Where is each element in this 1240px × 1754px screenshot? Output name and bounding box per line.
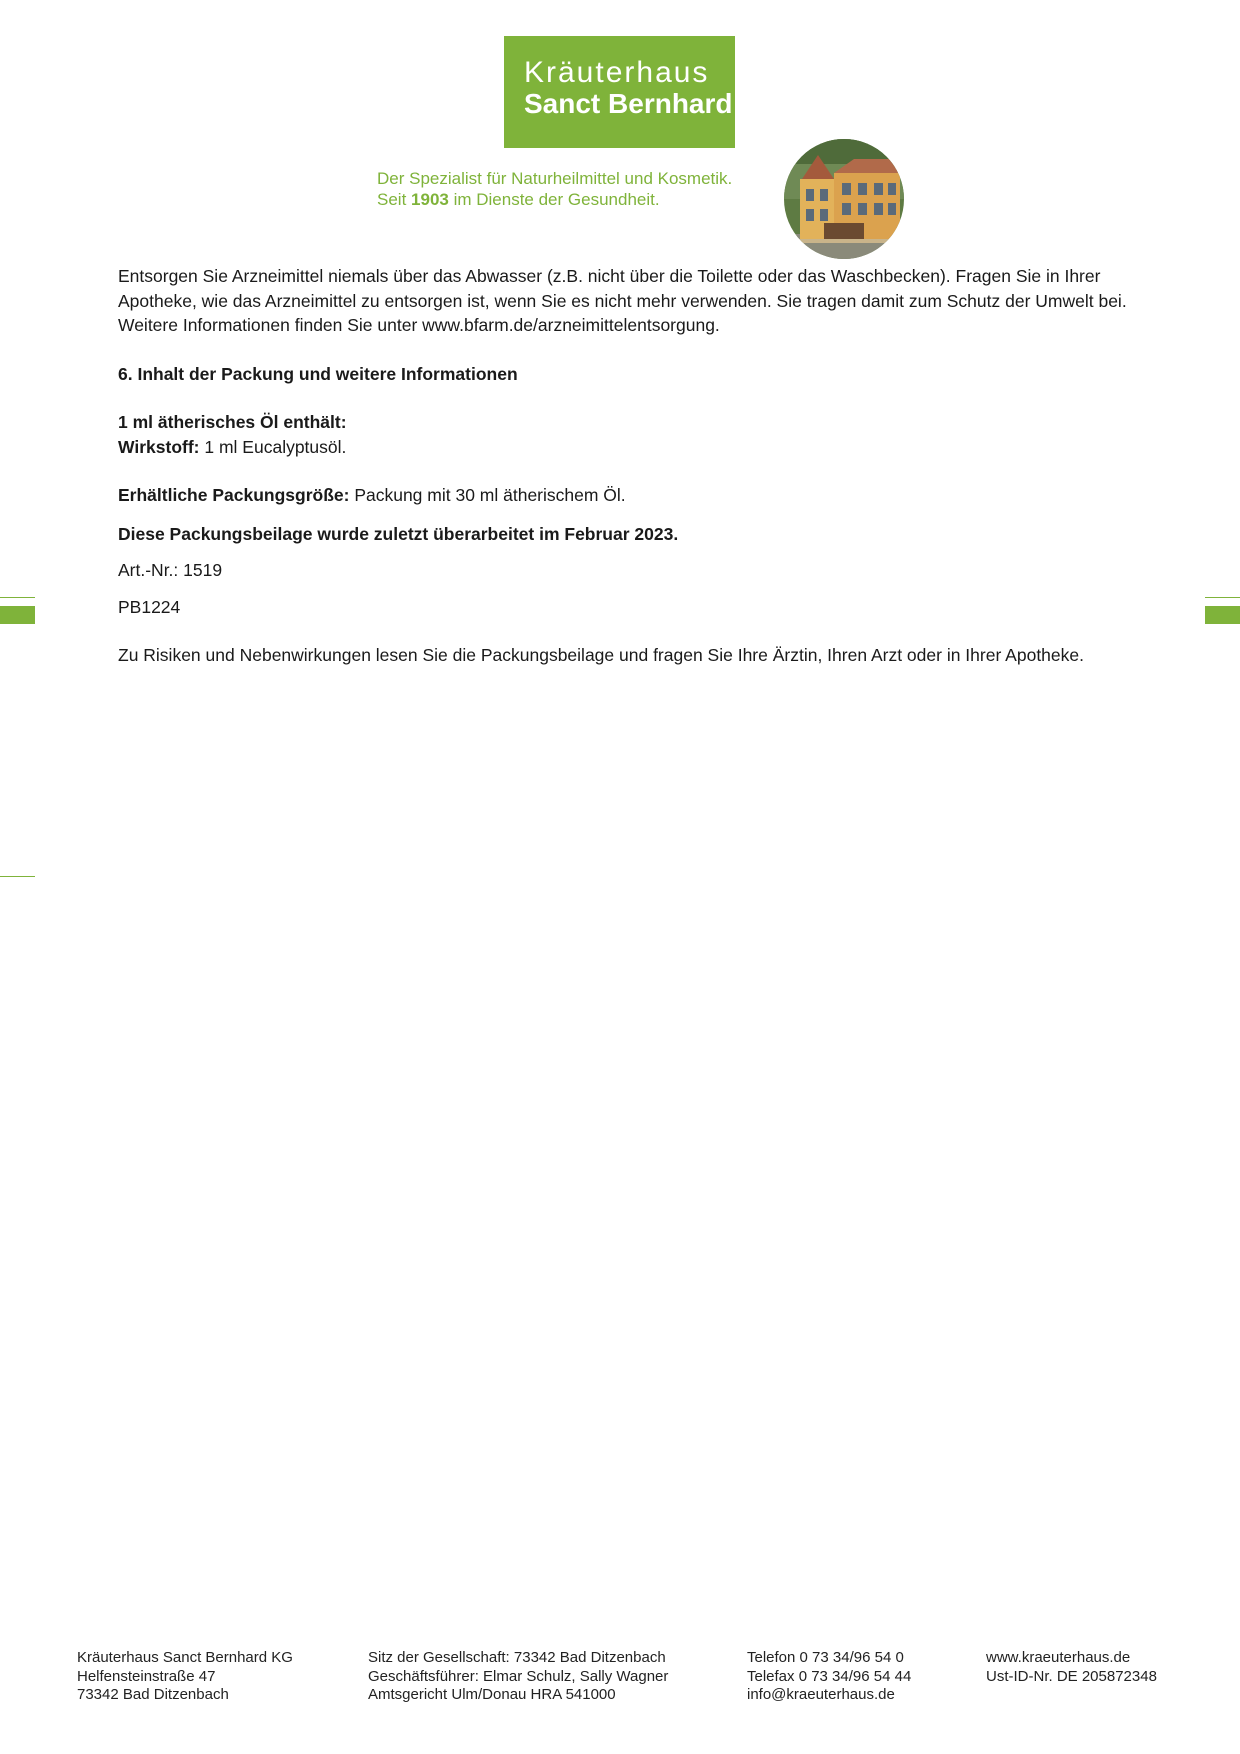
footer-line: Geschäftsführer: Elmar Schulz, Sally Wagner: [368, 1667, 669, 1685]
pack-label: Erhältliche Packungsgröße:: [118, 485, 350, 505]
left-punch-line: [0, 876, 35, 877]
tagline-pre: Seit: [377, 190, 412, 209]
footer-legal: [368, 1649, 668, 1705]
right-fold-bar: [1205, 606, 1240, 624]
footer-line: Sitz der Gesellschaft: 73342 Bad Ditzenbach: [368, 1649, 666, 1666]
footer-vat-id: Ust-ID-Nr. DE 205872348: [986, 1667, 1157, 1685]
company-logo: [504, 36, 735, 148]
footer-web: [986, 1649, 1157, 1686]
tagline-line2: [377, 189, 732, 210]
footer-fax: Telefax 0 73 34/96 54 44: [747, 1667, 912, 1685]
section-heading: 6. Inhalt der Packung und weitere Informationen: [118, 363, 518, 384]
footer-line: 73342 Bad Ditzenbach: [77, 1686, 229, 1703]
footer-website[interactable]: www.kraeuterhaus.de: [986, 1649, 1131, 1666]
active-value: 1 ml Eucalyptusöl.: [199, 436, 347, 457]
building-icon: [784, 139, 904, 259]
tagline-line1: Der Spezialist für Naturheilmittel und Kosmetik.: [377, 169, 733, 188]
active-ingredient: [118, 435, 1128, 460]
contains-heading: 1 ml ätherisches Öl enthält:: [118, 412, 347, 432]
pack-size: [118, 483, 1128, 508]
right-fold-line: [1205, 597, 1240, 598]
building-photo: [784, 139, 904, 259]
left-fold-line: [0, 597, 35, 598]
revision-note: Diese Packungsbeilage wurde zuletzt überarbeitet im Februar 2023.: [118, 523, 679, 544]
logo-text-line2: Sanct Bernhard: [524, 88, 733, 119]
footer-company: [77, 1649, 293, 1705]
footer-line: Amtsgericht Ulm/Donau HRA 541000: [368, 1686, 616, 1703]
pack-value: Packung mit 30 ml ätherischem Öl.: [349, 485, 626, 505]
logo-text-line1: Kräuterhaus: [524, 56, 710, 89]
footer-email[interactable]: info@kraeuterhaus.de: [747, 1686, 895, 1703]
article-number: Art.-Nr.: 1519: [118, 560, 223, 580]
disposal-paragraph: Entsorgen Sie Arzneimittel niemals über das Abwasser (z.B. nicht über die Toilette oder das Waschbecken). Fragen Sie in Ihrer Apotheke, wie das Arzneimittel zu entsorgen ist, wenn Sie es nicht mehr verwenden. Sie tragen damit zum Schutz der Umwelt bei. Weitere Informationen finden Sie unter www.bfarm.de/arzneimittelentsorgung.: [118, 266, 1127, 335]
footer-phone: Telefon 0 73 34/96 54 0: [747, 1649, 904, 1666]
left-fold-bar: [0, 606, 35, 624]
tagline: [377, 168, 732, 210]
footer-contact: [747, 1649, 911, 1705]
footer-line: Helfensteinstraße 47: [77, 1667, 216, 1685]
footer-line: Kräuterhaus Sanct Bernhard KG: [77, 1649, 293, 1666]
risks-notice: Zu Risiken und Nebenwirkungen lesen Sie die Packungsbeilage und fragen Sie Ihre Ärztin, Ihren Arzt oder in Ihrer Apotheke.: [118, 645, 1084, 665]
tagline-post: im Dienste der Gesundheit.: [448, 190, 660, 209]
active-label: Wirkstoff:: [118, 436, 200, 457]
leaflet-content: [118, 264, 1128, 668]
pb-number: PB1224: [118, 596, 181, 617]
tagline-year: 1903: [411, 190, 449, 209]
